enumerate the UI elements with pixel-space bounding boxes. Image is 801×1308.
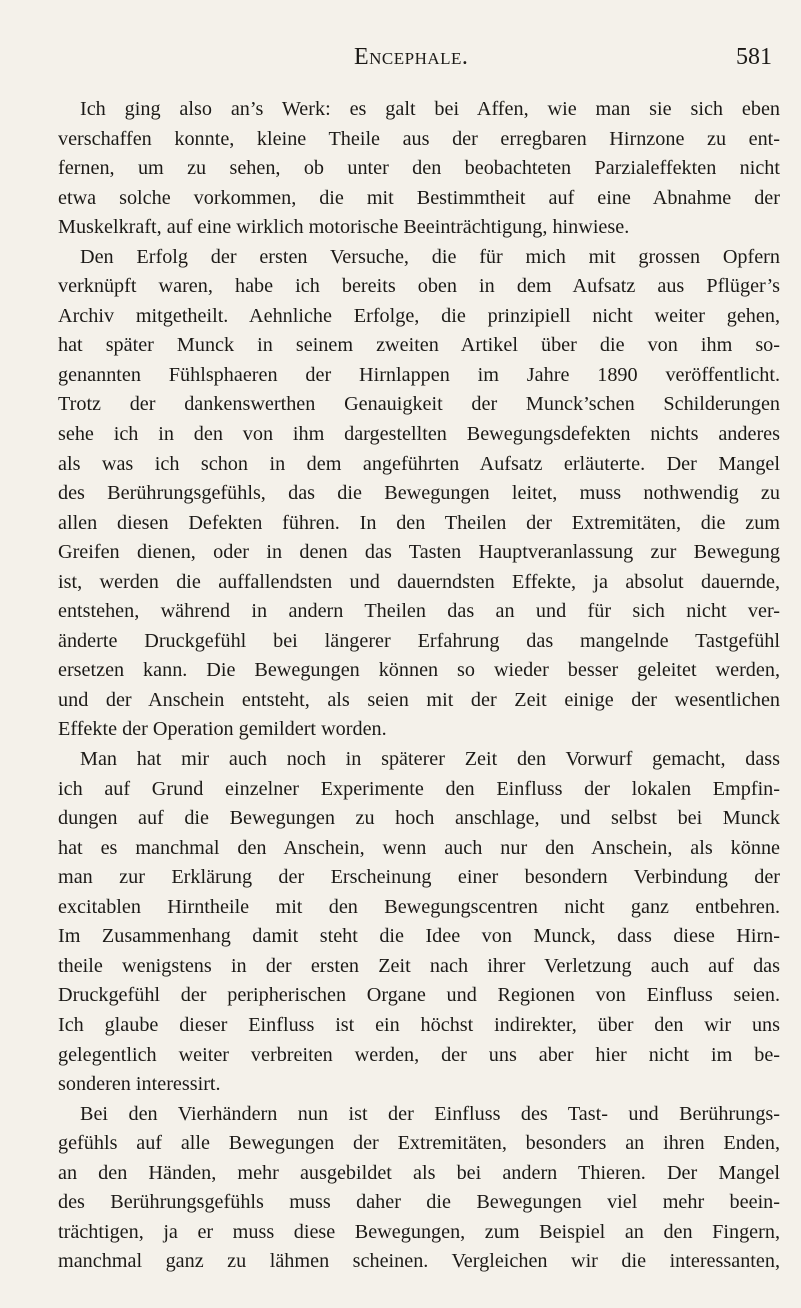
text-line: verschaffen konnte, kleine Theile aus der erregbaren Hirnzone zu ent- bbox=[58, 127, 780, 150]
text-line: Muskelkraft, auf eine wirklich motorische Beeinträchtigung, hinwiese. bbox=[58, 216, 630, 239]
text-line: verknüpft waren, habe ich bereits oben in dem Aufsatz aus Pflüger’s bbox=[58, 275, 780, 298]
text-line: ich auf Grund einzelner Experimente den Einfluss der lokalen Empfin- bbox=[58, 777, 780, 800]
text-line: Ich glaube dieser Einfluss ist ein höchst indirekter, über den wir uns bbox=[58, 1013, 780, 1036]
text-line: an den Händen, mehr ausgebildet als bei andern Thieren. Der Mangel bbox=[58, 1161, 780, 1184]
text-line: entstehen, während in andern Theilen das an und für sich nicht ver- bbox=[58, 600, 780, 623]
text-line: fernen, um zu sehen, ob unter den beobachteten Parzialeffekten nicht bbox=[58, 157, 780, 180]
body-text bbox=[58, 95, 780, 1277]
text-line: Im Zusammenhang damit steht die Idee von Munck, dass diese Hirn- bbox=[58, 925, 780, 948]
text-line: Effekte der Operation gemildert worden. bbox=[58, 718, 387, 741]
text-line: Den Erfolg der ersten Versuche, die für mich mit grossen Opfern bbox=[80, 245, 780, 268]
text-line: gelegentlich weiter verbreiten werden, der uns aber hier nicht im be- bbox=[58, 1043, 780, 1066]
text-line: als was ich schon in dem angeführten Aufsatz erläuterte. Der Mangel bbox=[58, 452, 780, 475]
text-line: dungen auf die Bewegungen zu hoch anschlage, und selbst bei Munck bbox=[58, 807, 780, 830]
text-line: ist, werden die auffallendsten und dauerndsten Effekte, ja absolut dauernde, bbox=[58, 570, 780, 593]
text-line: hat später Munck in seinem zweiten Artikel über die von ihm so- bbox=[58, 334, 780, 357]
text-line: des Berührungsgefühls muss daher die Bewegungen viel mehr beein- bbox=[58, 1191, 780, 1214]
text-line: des Berührungsgefühls, das die Bewegungen leitet, muss nothwendig zu bbox=[58, 482, 780, 505]
text-line: sonderen interessirt. bbox=[58, 1073, 221, 1096]
text-line: hat es manchmal den Anschein, wenn auch nur den Anschein, als könne bbox=[58, 836, 780, 859]
page-header bbox=[58, 44, 780, 78]
text-line: ersetzen kann. Die Bewegungen können so wieder besser geleitet werden, bbox=[58, 659, 780, 682]
text-line: excitablen Hirntheile mit den Bewegungscentren nicht ganz entbehren. bbox=[58, 895, 780, 918]
text-line: etwa solche vorkommen, die mit Bestimmtheit auf eine Abnahme der bbox=[58, 186, 780, 209]
text-line: allen diesen Defekten führen. In den Theilen der Extremitäten, die zum bbox=[58, 511, 780, 534]
text-line: theile wenigstens in der ersten Zeit nach ihrer Verletzung auch auf das bbox=[58, 954, 780, 977]
text-line: gefühls auf alle Bewegungen der Extremitäten, besonders an ihren Enden, bbox=[58, 1132, 780, 1155]
text-line: Trotz der dankenswerthen Genauigkeit der Munck’schen Schilderungen bbox=[58, 393, 780, 416]
text-line: Man hat mir auch noch in späterer Zeit den Vorwurf gemacht, dass bbox=[80, 748, 780, 771]
text-line: Archiv mitgetheilt. Aehnliche Erfolge, die prinzipiell nicht weiter gehen, bbox=[58, 304, 780, 327]
text-line: Bei den Vierhändern nun ist der Einfluss des Tast- und Berührungs- bbox=[80, 1102, 780, 1125]
text-line: manchmal ganz zu lähmen scheinen. Vergleichen wir die interessanten, bbox=[58, 1250, 780, 1273]
text-line: und der Anschein entsteht, als seien mit der Zeit einige der wesentlichen bbox=[58, 688, 780, 711]
text-line: man zur Erklärung der Erscheinung einer besondern Verbindung der bbox=[58, 866, 780, 889]
page-number: 581 bbox=[736, 44, 772, 70]
text-line: Druckgefühl der peripherischen Organe und Regionen von Einfluss seien. bbox=[58, 984, 780, 1007]
running-title: Encephale. bbox=[354, 44, 469, 70]
text-line: Greifen dienen, oder in denen das Tasten Hauptveranlassung zur Bewegung bbox=[58, 541, 780, 564]
text-line: trächtigen, ja er muss diese Bewegungen, zum Beispiel an den Fingern, bbox=[58, 1220, 780, 1243]
text-line: sehe ich in den von ihm dargestellten Bewegungsdefekten nichts anderes bbox=[58, 423, 780, 446]
text-line: änderte Druckgefühl bei längerer Erfahrung das mangelnde Tastgefühl bbox=[58, 629, 780, 652]
text-line: genannten Fühlsphaeren der Hirnlappen im Jahre 1890 veröffentlicht. bbox=[58, 363, 780, 386]
text-line: Ich ging also an’s Werk: es galt bei Affen, wie man sie sich eben bbox=[80, 98, 780, 120]
